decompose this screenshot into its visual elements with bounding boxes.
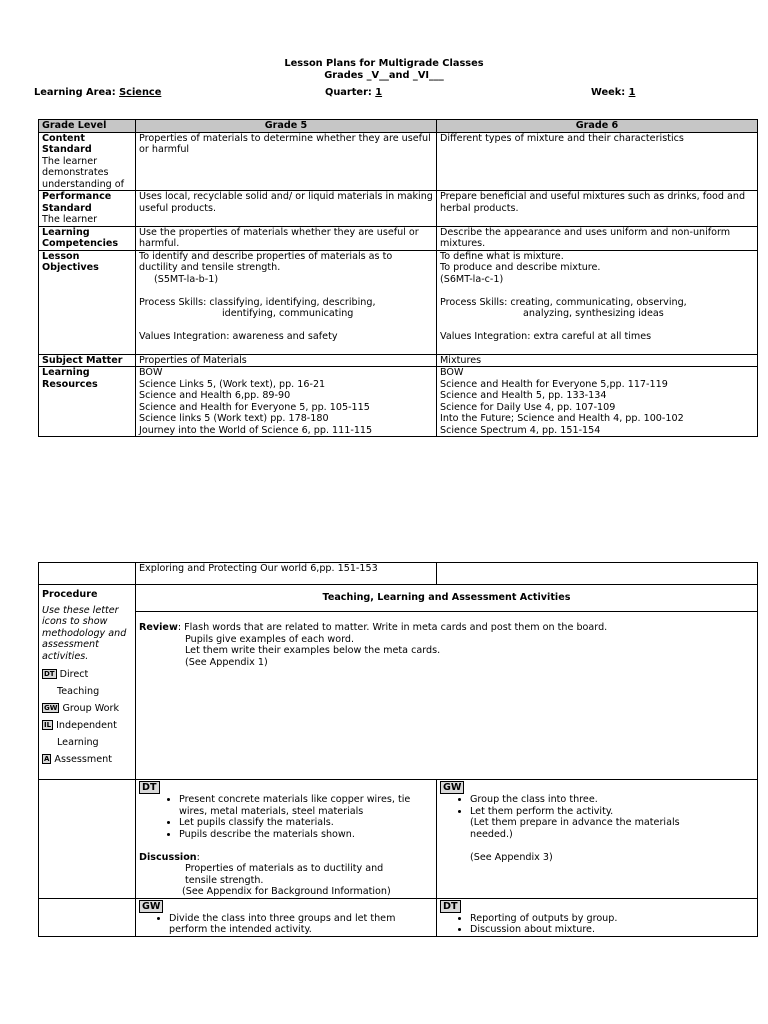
activity-a-g5: DT • Present concrete materials like copper wires, tie wires, metal materials, steel materials • Let pupils classify the materials. • Pupils describe the materials shown. Discussion: Properties of materials as to ductility and tensile strength. (See Appendix for Background Information) bbox=[136, 780, 437, 899]
objective-g5-code: (S5MT-la-b-1) bbox=[154, 273, 219, 285]
resource-item: Science for Daily Use 4, pp. 107-109 bbox=[440, 401, 616, 413]
g6-appendix: (See Appendix 3) bbox=[470, 851, 553, 863]
subject-matter-label: Subject Matter bbox=[39, 354, 136, 367]
performance-standard-g6: Prepare beneficial and useful mixtures such as drinks, food and herbal products. bbox=[437, 191, 758, 227]
legend-independent-learning bbox=[42, 717, 132, 751]
col-header-grade6: Grade 6 bbox=[437, 120, 758, 133]
legend-label: Assessment bbox=[54, 754, 112, 765]
document-title: Lesson Plans for Multigrade Classes bbox=[284, 58, 484, 69]
legend-direct-teaching bbox=[42, 666, 132, 700]
performance-standard-row bbox=[39, 191, 758, 227]
learning-competencies-g6: Describe the appearance and uses uniform and non-uniform mixtures. bbox=[437, 226, 758, 250]
lesson-objectives-g5 bbox=[136, 250, 437, 354]
resource-item: Science Spectrum 4, pp. 151-154 bbox=[440, 424, 601, 436]
discussion-label: Discussion bbox=[139, 851, 197, 863]
procedure-label: Procedure bbox=[42, 589, 98, 600]
week bbox=[591, 87, 635, 98]
legend-group-work bbox=[42, 700, 132, 717]
activities-heading: Teaching, Learning and Assessment Activities bbox=[136, 585, 758, 612]
subject-matter-row bbox=[39, 354, 758, 367]
method-legend bbox=[42, 666, 132, 768]
il-icon: IL bbox=[44, 721, 52, 729]
learning-area bbox=[34, 87, 161, 98]
resource-item: Into the Future; Science and Health 4, pp. 100-102 bbox=[440, 413, 684, 424]
legend-assessment bbox=[42, 751, 132, 768]
subject-matter-g6: Mixtures bbox=[437, 354, 758, 367]
resource-item: Science links 5 (Work text) pp. 178-180 bbox=[139, 413, 329, 424]
list-item: • Divide the class into three groups and let them perform the intended activity. bbox=[169, 913, 433, 936]
objective-g6-skills1: Process Skills: creating, communicating, observing, bbox=[440, 296, 687, 308]
review-line3: Let them write their examples below the meta cards. bbox=[185, 645, 441, 656]
objective-g5-line2: ductility and tensile strength. bbox=[139, 262, 281, 273]
gw-icon: GW bbox=[44, 704, 58, 712]
g6-note-line1: (Let them prepare in advance the materials bbox=[470, 817, 680, 828]
legend-label: Independent bbox=[56, 720, 117, 731]
activity-b-g5-list bbox=[139, 913, 433, 936]
list-item: • Let them perform the activity. bbox=[470, 806, 754, 818]
performance-standard-g5: Uses local, recyclable solid and/ or liquid materials in making useful products. bbox=[136, 191, 437, 227]
content-standard-sub-3: understanding of bbox=[42, 178, 125, 190]
activity-a-g5-list bbox=[139, 794, 433, 840]
legend-label-cont: Teaching bbox=[57, 686, 100, 697]
gw-badge: GW bbox=[440, 781, 464, 794]
table-header-row bbox=[39, 120, 758, 133]
a-icon: A bbox=[44, 755, 50, 763]
procedure-heading-row bbox=[39, 585, 758, 612]
resource-item: BOW bbox=[139, 367, 163, 378]
activity-a-g6 bbox=[437, 780, 758, 899]
objective-g6-line2: To produce and describe mixture. bbox=[440, 262, 601, 273]
lesson-plan-table bbox=[38, 119, 758, 437]
lesson-objectives-g6 bbox=[437, 250, 758, 354]
dt-badge: DT bbox=[440, 900, 461, 913]
content-standard-row bbox=[39, 132, 758, 191]
discussion-line2: tensile strength. bbox=[185, 874, 264, 886]
learning-competencies-g5: Use the properties of materials whether they are useful or harmful. bbox=[136, 226, 437, 250]
objective-g5-values: Values Integration: awareness and safety bbox=[139, 331, 338, 342]
quarter-value: 1 bbox=[375, 87, 383, 98]
resource-item: Science and Health 5, pp. 133-134 bbox=[440, 390, 607, 401]
performance-standard-label: Performance Standard bbox=[42, 191, 112, 214]
week-value: 1 bbox=[628, 87, 636, 98]
list-item: • Present concrete materials like copper wires, tie wires, metal materials, steel materials bbox=[179, 794, 433, 817]
procedure-cell bbox=[39, 585, 136, 780]
list-item: • Pupils describe the materials shown. bbox=[179, 829, 433, 841]
list-item: • Let pupils classify the materials. bbox=[179, 817, 433, 829]
quarter-label: Quarter: bbox=[325, 87, 372, 98]
continued-resource-row bbox=[39, 563, 758, 585]
objective-g6-values: Values Integration: extra careful at all times bbox=[440, 331, 652, 342]
review-cell bbox=[136, 612, 758, 780]
list-item: • Group the class into three. bbox=[470, 794, 754, 806]
learning-area-value: Science bbox=[119, 87, 162, 98]
objective-g5-skills1: Process Skills: classifying, identifying, describing, bbox=[139, 296, 376, 308]
week-label: Week: bbox=[591, 87, 626, 98]
learning-resources-g5 bbox=[136, 367, 437, 437]
resource-item: Science and Health 6,pp. 89-90 bbox=[139, 390, 291, 401]
objective-g5-line1: To identify and describe properties of materials as to bbox=[139, 250, 393, 262]
content-standard-sub-2: demonstrates bbox=[42, 167, 109, 178]
legend-label-cont: Learning bbox=[57, 737, 99, 748]
activity-b-g5 bbox=[136, 898, 437, 936]
learning-resources-row bbox=[39, 367, 758, 437]
legend-label: Direct bbox=[59, 669, 89, 680]
resource-item: Science and Health for Everyone 5,pp. 117-119 bbox=[440, 378, 668, 390]
resource-item: Science Links 5, (Work text), pp. 16-21 bbox=[139, 378, 326, 390]
activity-b-g6-list bbox=[440, 913, 754, 936]
procedure-note: Use these letter icons to show methodology and assessment activities. bbox=[42, 604, 127, 662]
content-standard-label-cell bbox=[39, 132, 136, 191]
subject-matter-g5: Properties of Materials bbox=[136, 354, 437, 367]
resource-item: Science and Health for Everyone 5, pp. 105-115 bbox=[139, 401, 370, 413]
objective-g6-line1: To define what is mixture. bbox=[440, 250, 564, 262]
review-text1: : Flash words that are related to matter. Write in meta cards and post them on the board. bbox=[177, 622, 608, 633]
learning-area-label: Learning Area: bbox=[34, 87, 116, 98]
discussion-line3: (See Appendix for Background Information) bbox=[182, 886, 391, 897]
col-header-grade5: Grade 5 bbox=[136, 120, 437, 133]
review-line4: (See Appendix 1) bbox=[185, 656, 268, 668]
continued-resource: Exploring and Protecting Our world 6,pp. 151-153 bbox=[136, 563, 437, 585]
review-line1 bbox=[139, 622, 754, 634]
activity-b-g6 bbox=[437, 898, 758, 936]
list-item: • Reporting of outputs by group. bbox=[470, 913, 754, 925]
g6-note-line2: needed.) bbox=[470, 828, 513, 840]
lesson-objectives-label: Lesson Objectives bbox=[39, 250, 136, 354]
grades-line: Grades _V__and _VI___ bbox=[324, 70, 444, 81]
objective-g6-code: (S6MT-la-c-1) bbox=[440, 273, 504, 285]
quarter bbox=[325, 87, 382, 98]
resource-item: Journey into the World of Science 6, pp. 111-115 bbox=[139, 424, 373, 436]
learning-competencies-row bbox=[39, 226, 758, 250]
content-standard-label: Content Standard bbox=[42, 132, 92, 155]
activity-a-g6-list bbox=[440, 794, 754, 817]
gw-badge: GW bbox=[139, 900, 163, 913]
content-standard-g6: Different types of mixture and their characteristics bbox=[437, 132, 758, 191]
content-standard-sub-1: The learner bbox=[42, 155, 98, 167]
dt-icon: DT bbox=[44, 670, 55, 678]
lesson-objectives-row bbox=[39, 250, 758, 354]
learning-competencies-label: Learning Competencies bbox=[39, 226, 136, 250]
discussion-line1: Properties of materials as to ductility and bbox=[185, 863, 384, 874]
activity-row-a bbox=[39, 780, 758, 899]
performance-standard-label-cell bbox=[39, 191, 136, 227]
procedure-table bbox=[38, 562, 758, 937]
review-row bbox=[39, 612, 758, 780]
review-line2: Pupils give examples of each word. bbox=[185, 633, 355, 645]
resource-item: BOW bbox=[440, 367, 464, 378]
list-item: • Discussion about mixture. bbox=[470, 924, 754, 936]
learning-resources-g6 bbox=[437, 367, 758, 437]
activity-row-b bbox=[39, 898, 758, 936]
dt-badge: DT bbox=[139, 781, 160, 794]
legend-label: Group Work bbox=[62, 703, 120, 714]
review-label: Review bbox=[139, 622, 178, 633]
col-header-grade-level: Grade Level bbox=[39, 120, 136, 133]
objective-g6-skills2: analyzing, synthesizing ideas bbox=[523, 308, 664, 319]
objective-g5-skills2: identifying, communicating bbox=[222, 308, 354, 319]
learning-resources-label: Learning Resources bbox=[39, 367, 136, 437]
performance-standard-sub: The learner bbox=[42, 214, 98, 225]
content-standard-g5: Properties of materials to determine whether they are useful or harmful bbox=[136, 132, 437, 191]
